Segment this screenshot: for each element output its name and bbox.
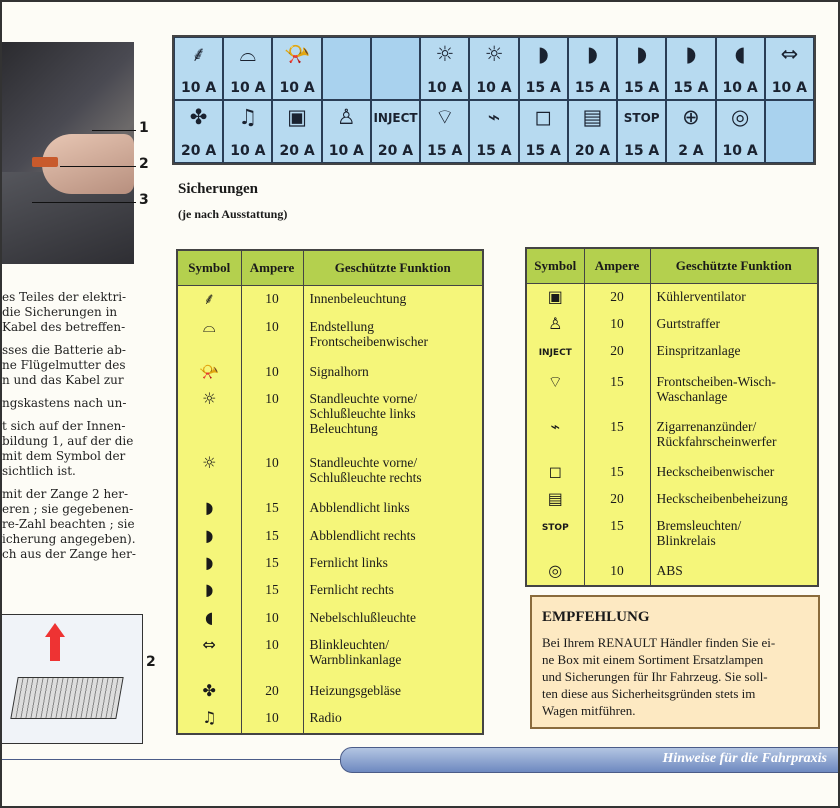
fuse-cell	[519, 37, 568, 100]
fuse-amperage: 10 A	[230, 80, 266, 96]
table-row	[526, 486, 818, 513]
function-cell	[303, 386, 483, 449]
radio-icon: ♫	[238, 105, 258, 129]
function-line: Warnblinkanlage	[309, 652, 402, 668]
function-cell	[650, 486, 818, 513]
callout-3: 3	[139, 192, 149, 208]
horn-icon: 📯	[177, 359, 241, 386]
footer-line	[2, 759, 340, 760]
windscreen-washer-icon: ⌔	[434, 105, 455, 129]
wiper-end-icon: ⌓	[239, 42, 257, 66]
function-cell	[303, 286, 483, 314]
rear-wiper-icon: ◻	[526, 459, 584, 486]
fuse-cell	[371, 37, 420, 100]
radiator-fan-icon: ▣	[526, 284, 584, 312]
left-paragraph	[2, 419, 152, 479]
fuse-pliers-illustration	[2, 614, 143, 744]
fuse-cell	[617, 100, 666, 163]
left-text-line: sses die Batterie ab-	[2, 343, 126, 357]
function-line: Heizungsgebläse	[309, 682, 401, 698]
stop-icon: STOP	[623, 111, 660, 125]
inject-icon: INJECT	[526, 338, 584, 369]
function-cell	[650, 311, 818, 338]
sidelight-left-icon: ☼	[435, 42, 455, 66]
ampere-cell: 20	[584, 284, 650, 312]
function-line: Frontscheiben-Wisch-	[656, 373, 776, 389]
footer-bar	[340, 747, 840, 773]
fuse-amperage: 20 A	[279, 143, 315, 159]
ampere-cell: 20	[584, 486, 650, 513]
windscreen-washer-icon: ⌔	[526, 369, 584, 414]
low-beam-right-icon: ◗	[177, 523, 241, 550]
fan-icon: ✤	[189, 105, 208, 129]
fuse-table-right	[525, 247, 819, 587]
fuse-cell	[716, 37, 765, 100]
fuse-cell	[568, 100, 617, 163]
table-row	[177, 550, 483, 577]
fuse-table-left	[176, 249, 484, 735]
table-row	[526, 513, 818, 558]
fuse-amperage: 10 A	[722, 80, 758, 96]
function-cell	[303, 577, 483, 604]
callout-line-1	[92, 130, 136, 131]
function-line: Gurtstraffer	[656, 316, 720, 332]
ampere-cell: 15	[241, 550, 303, 577]
function-line: Abblendlicht links	[309, 500, 410, 516]
fuse-cell	[666, 100, 715, 163]
function-cell	[303, 605, 483, 632]
function-cell	[650, 284, 818, 312]
table-row	[177, 386, 483, 449]
fuse-cell	[568, 37, 617, 100]
table-row	[177, 632, 483, 677]
rear-fog-icon: ◖	[177, 605, 241, 632]
recommendation-line: ten diese aus Sicherheitsgründen stets im	[542, 686, 756, 701]
callout-2: 2	[139, 156, 149, 172]
recommendation-line: Bei Ihrem RENAULT Händler finden Sie ei-	[542, 635, 776, 650]
function-line: Frontscheibenwischer	[309, 333, 428, 349]
fuse-cell	[174, 100, 223, 163]
callout-1: 1	[139, 120, 149, 136]
fuse-amperage: 15 A	[673, 80, 709, 96]
function-cell	[303, 550, 483, 577]
fuse-amperage: 2 A	[678, 143, 704, 159]
ampere-cell: 10	[241, 450, 303, 495]
fuse-amperage: 20 A	[181, 143, 217, 159]
function-cell	[650, 369, 818, 414]
fuse-amperage: 10 A	[181, 80, 217, 96]
cigar-lighter-icon: ⌁	[487, 105, 501, 129]
inject-icon: INJECT	[373, 111, 418, 125]
ampere-cell: 10	[241, 605, 303, 632]
function-line: Einspritzanlage	[656, 343, 741, 359]
recommendation-line: Wagen mitführen.	[542, 703, 636, 718]
fuse-box-photo	[2, 42, 134, 264]
table-row	[526, 284, 818, 312]
fuse-strip-diagram	[172, 35, 816, 165]
wiper-end-icon: ⌓	[177, 314, 241, 359]
function-line: ABS	[656, 562, 683, 578]
table-row	[177, 605, 483, 632]
header-symbol: Symbol	[177, 250, 241, 286]
abs-icon: ◎	[526, 558, 584, 586]
left-text-line: mit der Zange 2 her-	[2, 487, 129, 501]
function-line: Endstellung	[309, 318, 374, 334]
table-row	[526, 369, 818, 414]
function-cell	[303, 705, 483, 734]
horn-icon: 📯	[283, 42, 311, 66]
table-row	[177, 705, 483, 734]
ampere-cell: 10	[241, 705, 303, 734]
left-text-line: Kabel des betreffen-	[2, 320, 126, 334]
fan-icon: ✤	[177, 678, 241, 705]
high-beam-right-icon: ◗	[685, 42, 697, 66]
function-cell	[303, 678, 483, 705]
left-paragraph	[2, 396, 152, 411]
callout-line-3	[32, 202, 136, 203]
high-beam-left-icon: ◗	[177, 550, 241, 577]
function-cell	[303, 314, 483, 359]
sidelight-left-icon: ☼	[177, 386, 241, 449]
left-text-line: die Sicherungen in	[2, 305, 118, 319]
fuse-cell	[322, 37, 371, 100]
fuse-amperage: 10 A	[722, 143, 758, 159]
header-ampere: Ampere	[241, 250, 303, 286]
fuse-amperage: 15 A	[476, 143, 512, 159]
seatbelt-tensioner-icon: ♙	[526, 311, 584, 338]
function-cell	[650, 338, 818, 369]
fuse-cell	[519, 100, 568, 163]
turn-signal-icon: ⇔	[780, 42, 799, 66]
sidelight-right-icon: ☼	[177, 450, 241, 495]
function-cell	[650, 513, 818, 558]
rear-fog-icon: ◖	[734, 42, 746, 66]
fuse-amperage: 15 A	[574, 80, 611, 96]
ampere-cell: 20	[584, 338, 650, 369]
function-line: Nebelschlußleuchte	[309, 609, 416, 625]
left-text-line: bildung 1, auf der die	[2, 434, 134, 448]
ampere-cell: 20	[241, 678, 303, 705]
ampere-cell: 15	[584, 459, 650, 486]
fuse-cell	[469, 100, 518, 163]
recommendation-title: EMPFEHLUNG	[542, 609, 650, 625]
table-row	[177, 678, 483, 705]
left-text-line: ne Flügelmutter des	[2, 358, 126, 372]
fuse-cell	[716, 100, 765, 163]
recommendation-line: und Sicherungen für Ihr Fahrzeug. Sie soll-	[542, 669, 768, 684]
fuse-cell	[371, 100, 420, 163]
recommendation-line: ne Box mit einem Sortiment Ersatzlampen	[542, 652, 764, 667]
function-line: Zigarrenanzünder/	[656, 418, 757, 434]
function-line: Schlußleuchte links	[309, 406, 416, 422]
ampere-cell: 10	[241, 386, 303, 449]
table-row	[526, 459, 818, 486]
photo-fuse-clip	[32, 157, 58, 167]
fuse-pliers	[10, 677, 123, 719]
fuse-cell	[420, 37, 469, 100]
left-paragraph	[2, 290, 152, 335]
fuse-amperage: 15 A	[624, 143, 660, 159]
function-line: Signalhorn	[309, 363, 369, 379]
low-beam-left-icon: ◗	[177, 495, 241, 522]
fuse-amperage: 20 A	[377, 143, 414, 159]
fuse-cell	[223, 37, 272, 100]
ampere-cell: 15	[241, 577, 303, 604]
function-line: Standleuchte vorne/	[309, 454, 418, 470]
fuse-cell	[272, 100, 321, 163]
function-cell	[303, 523, 483, 550]
table-row	[177, 523, 483, 550]
rear-defrost-icon: ▤	[526, 486, 584, 513]
table-header-row	[177, 250, 483, 286]
function-line: Standleuchte vorne/	[309, 391, 418, 407]
fuse-amperage: 10 A	[279, 80, 315, 96]
fuse-amperage: 15 A	[427, 143, 463, 159]
turn-signal-icon: ⇔	[177, 632, 241, 677]
function-line: Blinkrelais	[656, 532, 716, 548]
fuse-amperage: 10 A	[476, 80, 512, 96]
recommendation-box	[530, 595, 820, 729]
function-cell	[303, 632, 483, 677]
recommendation-text	[542, 634, 808, 719]
low-beam-left-icon: ◗	[537, 42, 549, 66]
fuse-amperage: 15 A	[624, 80, 660, 96]
left-text-line: ch aus der Zange her-	[2, 547, 136, 561]
function-line: Radio	[309, 710, 342, 726]
ampere-cell: 15	[584, 369, 650, 414]
interior-light-icon: ⸙	[177, 286, 241, 314]
table-row	[177, 577, 483, 604]
left-paragraph	[2, 343, 152, 388]
fuse-amperage: 10 A	[427, 80, 463, 96]
table-header-row	[526, 248, 818, 284]
ampere-cell: 15	[584, 513, 650, 558]
table-row	[177, 495, 483, 522]
auto-icon: ⊕	[682, 105, 700, 129]
left-text-line: icherung angegeben).	[2, 532, 136, 546]
section-title: Sicherungen	[178, 181, 259, 197]
fuse-cell	[666, 37, 715, 100]
ampere-cell: 10	[241, 286, 303, 314]
table-row	[177, 286, 483, 314]
cigar-lighter-icon: ⌁	[526, 414, 584, 459]
fuse-amperage: 15 A	[525, 143, 561, 159]
fuse-cell	[469, 37, 518, 100]
rear-defrost-icon: ▤	[582, 105, 603, 129]
fuse-amperage: 20 A	[574, 143, 611, 159]
ampere-cell: 15	[241, 495, 303, 522]
function-line: Fernlicht rechts	[309, 582, 394, 598]
function-line: Schlußleuchte rechts	[309, 469, 422, 485]
ampere-cell: 15	[241, 523, 303, 550]
left-text-line: es Teiles der elektri-	[2, 290, 127, 304]
fuse-cell	[272, 37, 321, 100]
function-cell	[303, 495, 483, 522]
function-line: Abblendlicht rechts	[309, 527, 416, 543]
fuse-cell	[420, 100, 469, 163]
function-cell	[650, 558, 818, 586]
ampere-cell: 10	[584, 558, 650, 586]
left-paragraph	[2, 487, 152, 562]
header-ampere: Ampere	[584, 248, 650, 284]
high-beam-right-icon: ◗	[177, 577, 241, 604]
radiator-fan-icon: ▣	[287, 105, 307, 129]
left-text-line: eren ; sie gegebenen-	[2, 502, 134, 516]
function-line: Fernlicht links	[309, 555, 388, 571]
function-line: Waschanlage	[656, 388, 728, 404]
function-line: Blinkleuchten/	[309, 637, 389, 653]
function-cell	[650, 459, 818, 486]
seatbelt-tensioner-icon: ♙	[336, 105, 356, 129]
left-text-line: ngskastens nach un-	[2, 396, 127, 410]
table-row	[526, 311, 818, 338]
ampere-cell: 10	[241, 314, 303, 359]
fuse-amperage: 10 A	[230, 143, 266, 159]
footer-text: Hinweise für die Fahrpraxis	[662, 751, 827, 766]
table-row	[177, 450, 483, 495]
left-text-line: sichtlich ist.	[2, 464, 76, 478]
function-cell	[303, 359, 483, 386]
fuse-cell	[223, 100, 272, 163]
function-cell	[303, 450, 483, 495]
callout-line-2	[60, 166, 136, 167]
fuse-amperage: 15 A	[525, 80, 561, 96]
high-beam-left-icon: ◗	[636, 42, 648, 66]
fuse-cell	[322, 100, 371, 163]
header-symbol: Symbol	[526, 248, 584, 284]
table-row	[526, 338, 818, 369]
radio-icon: ♫	[177, 705, 241, 734]
header-function: Geschützte Funktion	[303, 250, 483, 286]
rear-wiper-icon: ◻	[534, 105, 552, 129]
section-subtitle: (je nach Ausstattung)	[178, 207, 288, 221]
fuse-amperage: 10 A	[771, 80, 807, 96]
low-beam-right-icon: ◗	[586, 42, 598, 66]
interior-light-icon: ⸙	[190, 42, 207, 66]
illustration-label: 2	[146, 654, 156, 670]
ampere-cell: 10	[241, 632, 303, 677]
left-text-column	[2, 290, 152, 570]
function-cell	[650, 414, 818, 459]
fuse-cell	[174, 37, 223, 100]
function-line: Bremsleuchten/	[656, 517, 742, 533]
stop-icon: STOP	[526, 513, 584, 558]
function-line: Innenbeleuchtung	[309, 291, 407, 306]
left-text-line: re-Zahl beachten ; sie	[2, 517, 135, 531]
left-text-line: mit dem Symbol der	[2, 449, 126, 463]
ampere-cell: 10	[584, 311, 650, 338]
header-function: Geschützte Funktion	[650, 248, 818, 284]
function-line: Kühlerventilator	[656, 289, 746, 304]
abs-icon: ◎	[730, 105, 750, 129]
table-row	[526, 414, 818, 459]
function-line: Heckscheibenbeheizung	[656, 490, 788, 506]
left-text-line: t sich auf der Innen-	[2, 419, 126, 433]
ampere-cell: 10	[241, 359, 303, 386]
ampere-cell: 15	[584, 414, 650, 459]
fuse-amperage: 10 A	[328, 143, 364, 159]
function-line: Rückfahrscheinwerfer	[656, 433, 777, 449]
function-line: Heckscheibenwischer	[656, 463, 775, 479]
left-text-line: n und das Kabel zur	[2, 373, 124, 387]
table-row	[177, 359, 483, 386]
fuse-cell	[765, 100, 814, 163]
table-row	[177, 314, 483, 359]
fuse-cell	[765, 37, 814, 100]
sidelight-right-icon: ☼	[484, 42, 504, 66]
up-arrow-shaft	[50, 635, 60, 661]
fuse-cell	[617, 37, 666, 100]
function-line: Beleuchtung	[309, 421, 378, 437]
table-row	[526, 558, 818, 586]
